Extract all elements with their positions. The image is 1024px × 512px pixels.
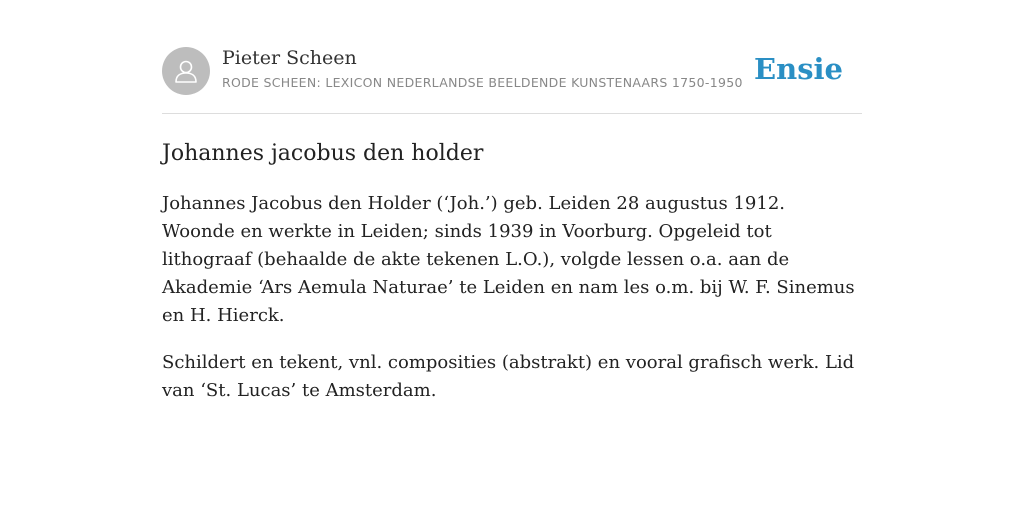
brand-logo[interactable]: Ensie — [754, 52, 843, 86]
article-paragraph: Johannes Jacobus den Holder (‘Joh.’) geb. Leiden 28 augustus 1912. Woonde en werkte in Leiden; sinds 1939 in Voorburg. Opgeleid tot lithograaf (behaalde de akte tekenen L.O.), volgde lessen o.a. aan de Akademie ‘Ars Aemula Naturae’ te Leiden en nam les o.m. bij W. F. Sinemus en H. Hierck. — [162, 193, 855, 326]
author-avatar[interactable] — [162, 47, 210, 95]
article-paragraph: Schildert en tekent, vnl. composities (abstrakt) en vooral grafisch werk. Lid van ‘St. Lucas’ te Amsterdam. — [162, 352, 855, 401]
author-name[interactable]: Pieter Scheen — [222, 47, 357, 69]
user-icon — [172, 57, 200, 85]
entry-card — [162, 44, 862, 405]
author-header — [162, 44, 862, 114]
article-title: Johannes jacobus den holder — [162, 141, 484, 166]
source-title[interactable]: RODE SCHEEN: LEXICON NEDERLANDSE BEELDENDE KUNSTENAARS 1750-1950 — [222, 75, 743, 90]
